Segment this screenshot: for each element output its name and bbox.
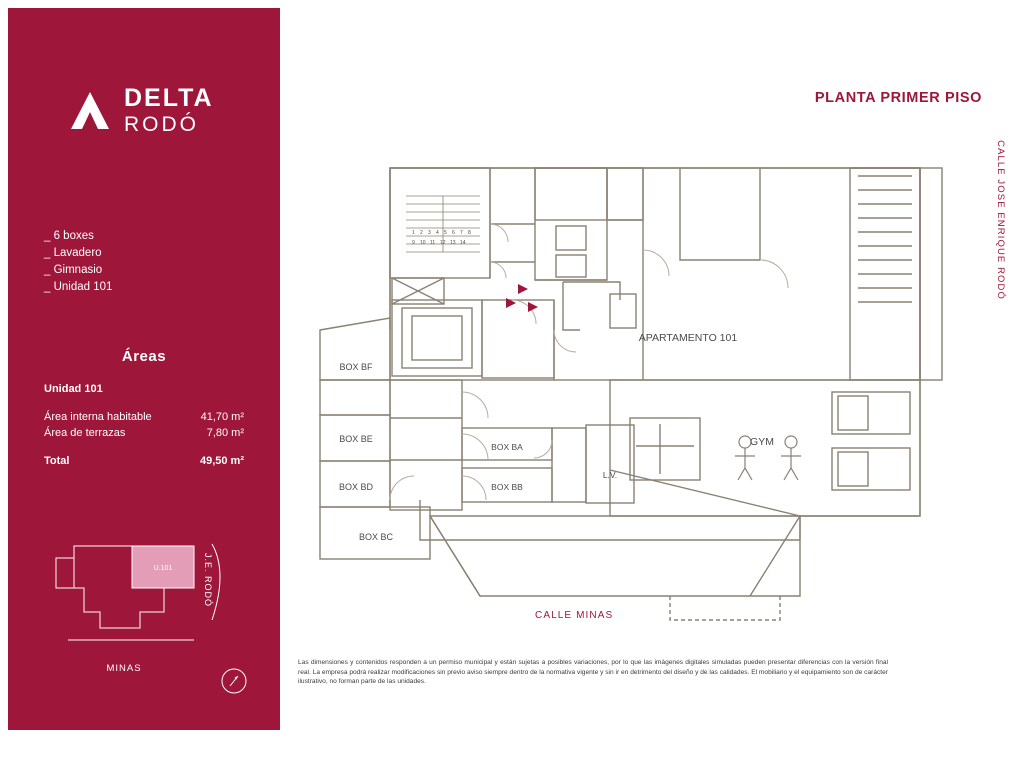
svg-text:14: 14	[460, 240, 466, 246]
svg-text:2: 2	[420, 230, 423, 236]
north-arrow-icon	[221, 668, 247, 694]
area-row	[44, 425, 244, 441]
floorplan-drawing	[280, 0, 1024, 768]
room-label-box-ba: BOX BA	[491, 442, 523, 452]
area-total-value: 49,50 m²	[199, 455, 244, 467]
street-label-bottom: CALLE MINAS	[535, 610, 614, 621]
areas-unit-label: Unidad 101	[44, 383, 103, 395]
keyplan-unit-tag: U.101	[153, 565, 173, 572]
svg-text:8: 8	[468, 230, 471, 236]
brand-name-primary: DELTA	[124, 84, 214, 112]
feature-item: _ Lavadero	[44, 247, 102, 259]
brand-logo	[68, 86, 214, 135]
area-value: 7,80 m²	[206, 427, 244, 439]
area-row	[44, 409, 244, 425]
feature-item: _ 6 boxes	[44, 230, 94, 242]
main-content	[280, 0, 1024, 768]
keyplan-street-bottom: MINAS	[106, 663, 142, 674]
direction-arrows-icon	[506, 284, 538, 312]
svg-text:5: 5	[444, 230, 447, 236]
keyplan-diagram	[44, 528, 244, 658]
area-value: 41,70 m²	[200, 411, 244, 423]
area-row-total	[44, 453, 244, 469]
page-title: PLANTA PRIMER PISO	[814, 90, 982, 106]
room-label-box-bd: BOX BD	[338, 482, 374, 492]
area-total-label: Total	[44, 455, 70, 467]
room-label-box-be: BOX BE	[339, 434, 373, 444]
svg-text:3: 3	[428, 230, 431, 236]
svg-text:11: 11	[430, 240, 436, 246]
room-label-gym: GYM	[750, 436, 774, 448]
area-label: Área interna habitable	[44, 411, 152, 423]
room-label-box-bc: BOX BC	[358, 532, 394, 542]
area-label: Área de terrazas	[44, 427, 126, 439]
disclaimer-text: Las dimensiones y contenidos responden a un permiso municipal y están sujetas a posibles variaciones, por lo que las imágenes digitales simuladas pueden presentar diferencias con la versión final real. La empresa podrá realizar modificaciones sin previo aviso siempre dentro de la normativa vigente y sin ir en detrimento del diseño y de las calidades. El mobiliario y el equipamiento son de carácter ilustrativo, no forman parte de las unidades.	[298, 659, 888, 686]
stair-step-numbers	[412, 230, 471, 246]
svg-text:6: 6	[452, 230, 455, 236]
areas-table	[44, 383, 244, 469]
sidebar	[8, 8, 280, 730]
svg-text:7: 7	[460, 230, 463, 236]
feature-list	[44, 228, 112, 296]
room-label-apartamento-101: APARTAMENTO 101	[638, 332, 738, 344]
room-label-box-bf: BOX BF	[339, 362, 373, 372]
svg-text:9: 9	[412, 240, 415, 246]
street-label-right: CALLE JOSE ENRIQUE RODÓ	[995, 140, 1006, 300]
feature-item: _ Gimnasio	[44, 264, 103, 276]
feature-item: _ Unidad 101	[44, 281, 113, 293]
brand-name-secondary: RODÓ	[124, 113, 199, 136]
svg-text:10: 10	[420, 240, 426, 246]
svg-text:12: 12	[440, 240, 446, 246]
room-label-lavadero: L.V.	[602, 470, 618, 480]
svg-text:1: 1	[412, 230, 415, 236]
room-label-box-bb: BOX BB	[491, 482, 523, 492]
svg-text:4: 4	[436, 230, 439, 236]
delta-triangle-logo-icon	[68, 89, 112, 133]
keyplan-street-right: J.E. RODÓ	[203, 553, 213, 608]
areas-heading: Áreas	[121, 348, 167, 365]
svg-text:13: 13	[450, 240, 456, 246]
